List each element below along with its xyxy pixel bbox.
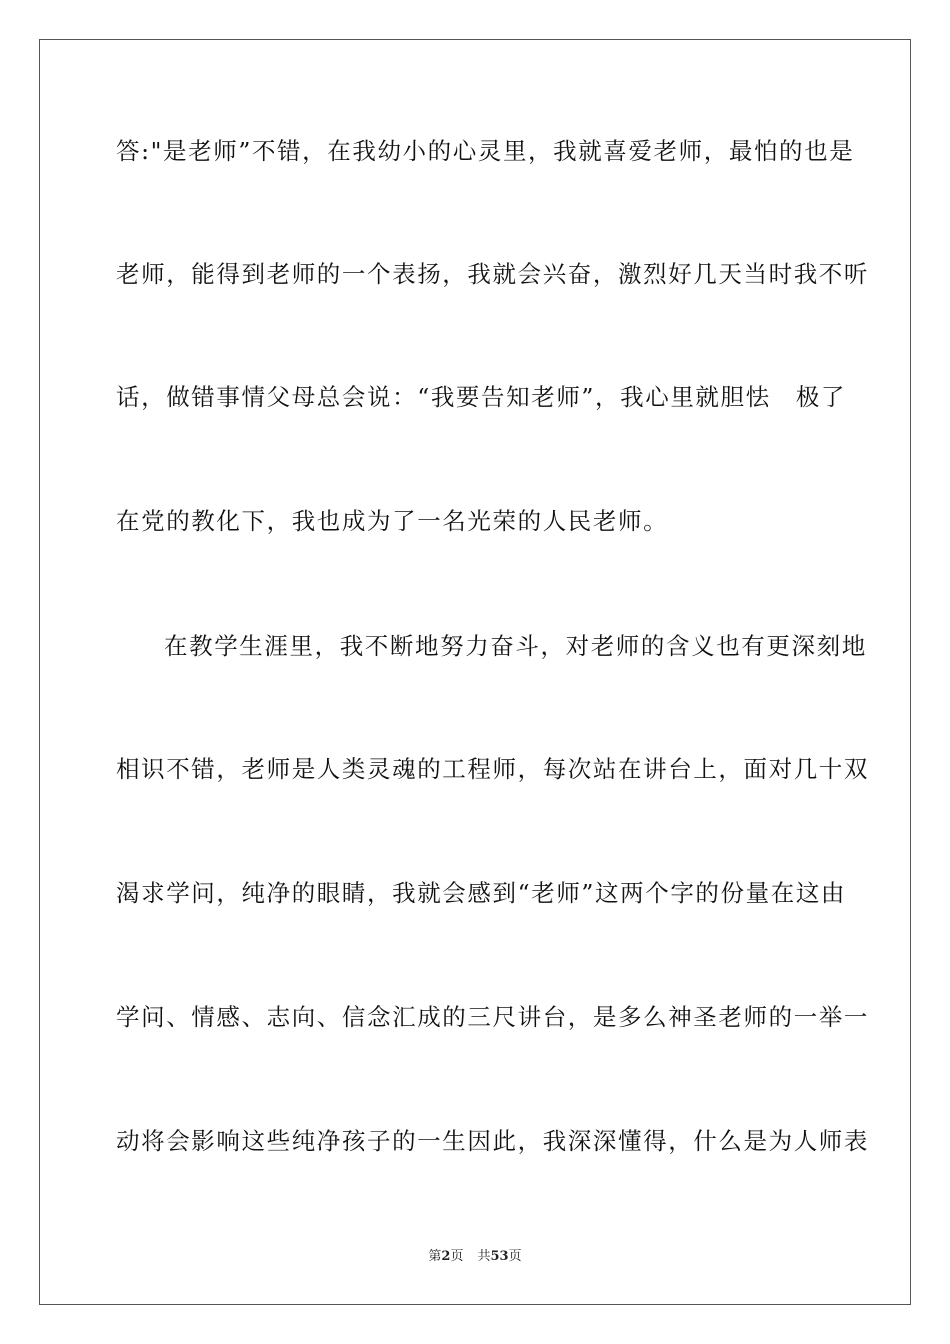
page-suffix: 页 (450, 1249, 464, 1264)
total-suffix: 页 (508, 1249, 522, 1264)
text-line-9: 动将会影响这些纯净孩子的一生因此，我深深懂得，什么是为人师表 (116, 1127, 869, 1155)
text-line-2: 老师，能得到老师的一个表扬，我就会兴奋，激烈好几天当时我不听 (116, 260, 869, 288)
text-line-6: 相识不错，老师是人类灵魂的工程师，每次站在讲台上，面对几十双 (116, 755, 869, 783)
total-prefix: 共 (477, 1249, 491, 1264)
page-footer (0, 1248, 950, 1266)
text-line-7: 渴求学问，纯净的眼睛，我就会感到“老师”这两个字的份量在这由 (116, 879, 847, 907)
page-prefix: 第 (428, 1249, 442, 1264)
text-line-1: 答:"是老师”不错，在我幼小的心灵里，我就喜爱老师，最怕的也是 (116, 137, 855, 165)
text-line-3: 话，做错事情父母总会说：“我要告知老师”，我心里就胆怯 极了 (116, 383, 847, 411)
page-border (39, 39, 911, 1305)
text-line-4: 在党的教化下，我也成为了一名光荣的人民老师。 (116, 507, 669, 535)
page-number: 2 (441, 1249, 451, 1264)
total-pages: 53 (490, 1249, 509, 1264)
text-line-5: 在教学生涯里，我不断地努力奋斗，对老师的含义也有更深刻地 (164, 632, 867, 660)
text-line-8: 学问、情感、志向、信念汇成的三尺讲台，是多么神圣老师的一举一 (116, 1003, 869, 1031)
